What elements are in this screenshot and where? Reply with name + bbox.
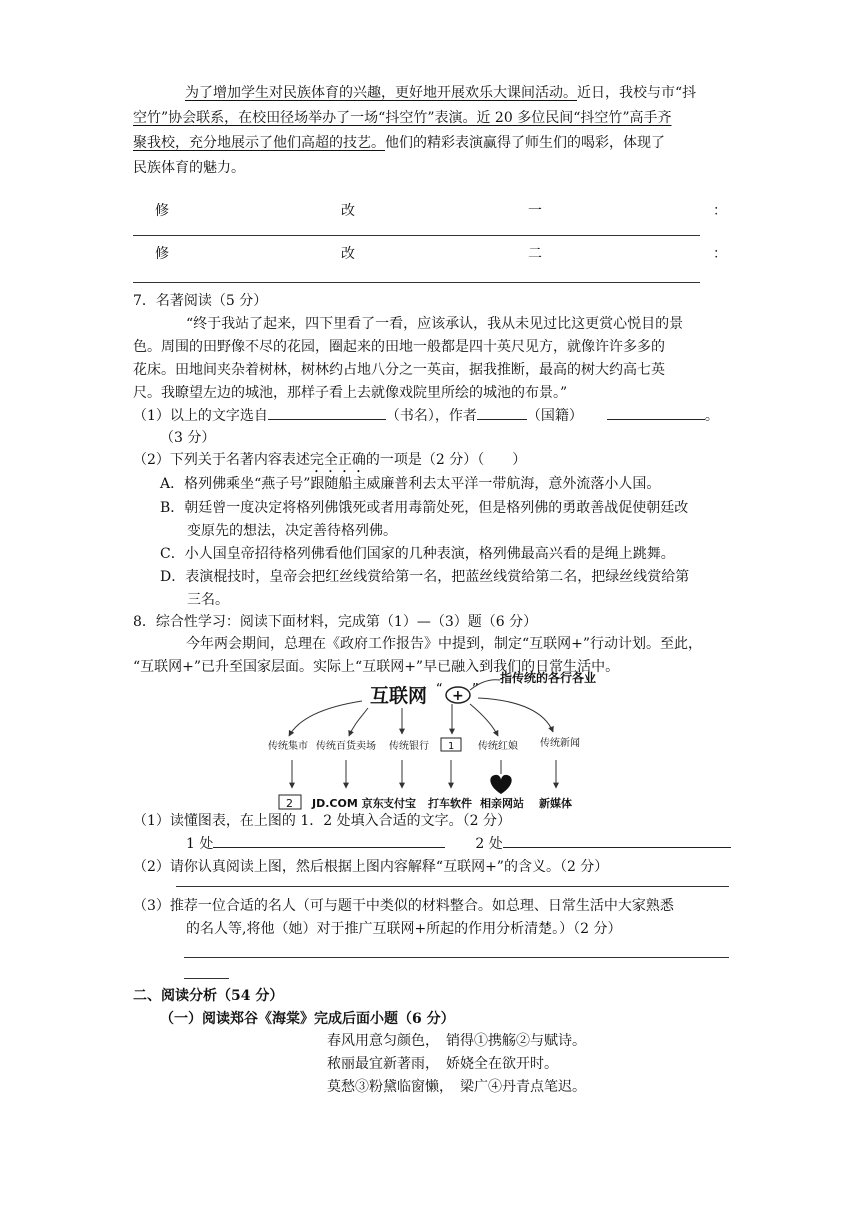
poem-line-2: 秾丽最宜新著雨， 娇娆全在欲开时。 [327,1056,558,1072]
q8-sub3-line1: （3）推荐一位合适的名人（可与题干中类似的材料整合。如总理、日常生活中大家熟悉 [133,898,674,914]
q7-sub1-score: （3 分） [160,430,216,446]
q8-sub1-blanks [186,833,731,853]
nationality-blank[interactable] [607,405,705,420]
q6-sentence-3b: 聚我校，充分地展示了他们高超的技艺。 [133,135,385,151]
arrow-to-mall [349,708,368,736]
bottom-label-box2: 2 [286,797,293,810]
diagram-note: 指传统的各行各业 [500,671,597,685]
fix1-answer-line[interactable] [133,235,700,236]
q8-intro-line1: 今年两会期间，总理在《政府工作报告》中提到，制定“互联网+”行动计划。至此， [186,636,703,652]
option-a[interactable]: A．格列佛乘坐“燕子号”跟随船主威廉普利去太平洋一带航海，意外流落小人国。 [160,476,661,492]
poem-section-title: （一）阅读郑谷《海棠》完成后面小题（6 分） [160,1011,455,1027]
q8-sub3-answer-line[interactable] [184,957,729,958]
q7-quote-line3: 花床。田地间夹杂着树林，树林约占地八分之一英亩，据我推断，最高的树大约高七英 [133,362,665,378]
q6-sentence-4: 他们的精彩表演赢得了师生们的喝彩，体现了 [385,135,665,151]
q8-title: 8．综合性学习：阅读下面材料，完成第（1）—（3）题（6 分） [133,614,538,630]
top-label-news: 传统新闻 [540,738,580,749]
internet-plus-diagram [0,668,860,818]
q7-sub2-text-a: （2）下列关于名著内容表述 [133,452,310,468]
bottom-label-taxi: 打车软件 [428,797,472,810]
q6-sentence-2a: 近日，我校与市“抖 [577,85,697,101]
option-b-cont: 变原先的想法，决定善待格列佛。 [187,523,397,539]
fix1-label-2: 改 [341,203,355,219]
top-label-mall: 传统百货卖场 [316,741,376,752]
top-label-matchmaker: 传统红娘 [478,741,518,752]
top-label-box1: 1 [448,741,455,752]
book-title-blank[interactable] [268,405,386,420]
option-d[interactable]: D．表演棍技时，皇帝会把红丝线赏给第一名，把蓝丝线赏给第二名，把绿丝线赏给第 [160,569,690,585]
top-label-bank: 传统银行 [389,741,429,752]
heart-icon [490,775,511,794]
poem-line-3: 莫愁③粉黛临窗懒， 梁广④丹青点笔迟。 [327,1079,586,1095]
q7-sub2-emphasis: 完全正确 [309,452,366,468]
q6-passage-line4: 民族体育的魅力。 [133,160,245,176]
fix1-label-3: 一 [528,203,542,219]
q8-sub3-answer-line-end[interactable] [184,978,229,979]
poem-line-1: 春风用意匀颜色， 销得①携觞②与赋诗。 [327,1033,586,1049]
fix2-label-4: ： [713,246,727,262]
bottom-label-alipay: 支付宝 [383,797,416,810]
blank2-answer-line[interactable] [503,833,731,848]
blank1-label: 1 处 [186,836,214,852]
fix2-answer-line[interactable] [133,282,700,283]
q7-quote-line2: 色。周围的田野像不尽的花园，圈起来的田地一般都是四十英尺见方，就像许许多多的 [133,339,665,355]
bottom-label-jd: JD.COM 京东 [312,797,384,810]
diagram-heading: 互联网 [370,685,428,707]
q6-passage-line3 [133,132,665,152]
fix1-label-1: 修 [155,203,169,219]
q8-sub2: （2）请你认真阅读上图，然后根据上图内容解释“互联网+”的含义。（2 分） [133,859,609,875]
q7-sub1 [133,405,719,425]
q6-sentence-1: 为了增加学生对民族体育的兴趣，更好地开展欢乐大课间活动。 [185,85,577,101]
close-quote-mark: ” [472,682,479,697]
open-quote-mark: “ [436,682,443,697]
q7-sub1-text-b: （书名），作者 [385,408,477,424]
q7-sub1-text-d: 。 [704,408,719,424]
q8-intro-line2: “互联网+”已升至国家层面。实际上“互联网+”早已融入到我们的日常生活中。 [133,659,620,675]
bottom-label-dating: 相亲网站 [480,797,524,810]
fix2-label-3: 二 [528,246,542,262]
q7-sub1-text-a: （1）以上的文字选自 [133,408,268,424]
q7-quote-line1: “终于我站了起来，四下里看了一看，应该承认，我从未见过比这更赏心悦目的景 [186,316,684,332]
part2-title: 二、阅读分析（54 分） [133,988,284,1004]
arrow-to-news [478,698,553,732]
q8-sub2-answer-line[interactable] [176,886,729,887]
q7-sub1-text-c: （国籍） [526,408,583,424]
blank1-answer-line[interactable] [213,833,445,848]
diagram-plus: + [452,688,464,704]
fix1-label-4: ： [713,203,727,219]
q8-sub1: （1）读懂图表，在上图的 1．2 处填入合适的文字。（2 分） [133,813,511,829]
option-b[interactable]: B．朝廷曾一度决定将格列佛饿死或者用毒箭处死，但是格列佛的勇敢善战促使朝廷改 [160,500,689,516]
q7-title: 7．名著阅读（5 分） [133,293,268,309]
q6-passage-line1 [185,82,696,102]
option-c[interactable]: C．小人国皇帝招待格列佛看他们国家的几种表演，格列佛最高兴看的是绳上跳舞。 [160,546,675,562]
q7-quote-line4: 尺。我瞭望左边的城池，那样子看上去就像戏院里所绘的城池的布景。” [133,385,568,401]
blank2-label: 2 处 [475,836,503,852]
q8-sub3-line2: 的名人等,将他（她）对于推广互联网+所起的作用分析清楚。）（2 分） [186,921,622,937]
q6-sentence-2b: 空竹”协会联系，在校田径场举办了一场“抖空竹”表演。 [133,110,477,126]
bottom-label-newmedia: 新媒体 [539,797,572,810]
fix2-label-1: 修 [155,246,169,262]
q6-passage-line2 [133,107,672,127]
author-blank[interactable] [477,405,527,420]
q7-sub2 [133,449,526,476]
q7-sub2-text-b: 的一项是（2 分）（ ） [365,452,527,468]
fix2-label-2: 改 [341,246,355,262]
top-label-market: 传统集市 [268,741,308,752]
q6-sentence-3a: 近 20 多位民间“抖空竹”高手齐 [476,110,672,126]
option-d-cont: 三名。 [187,592,229,608]
arrow-to-matchmaker [470,704,498,736]
